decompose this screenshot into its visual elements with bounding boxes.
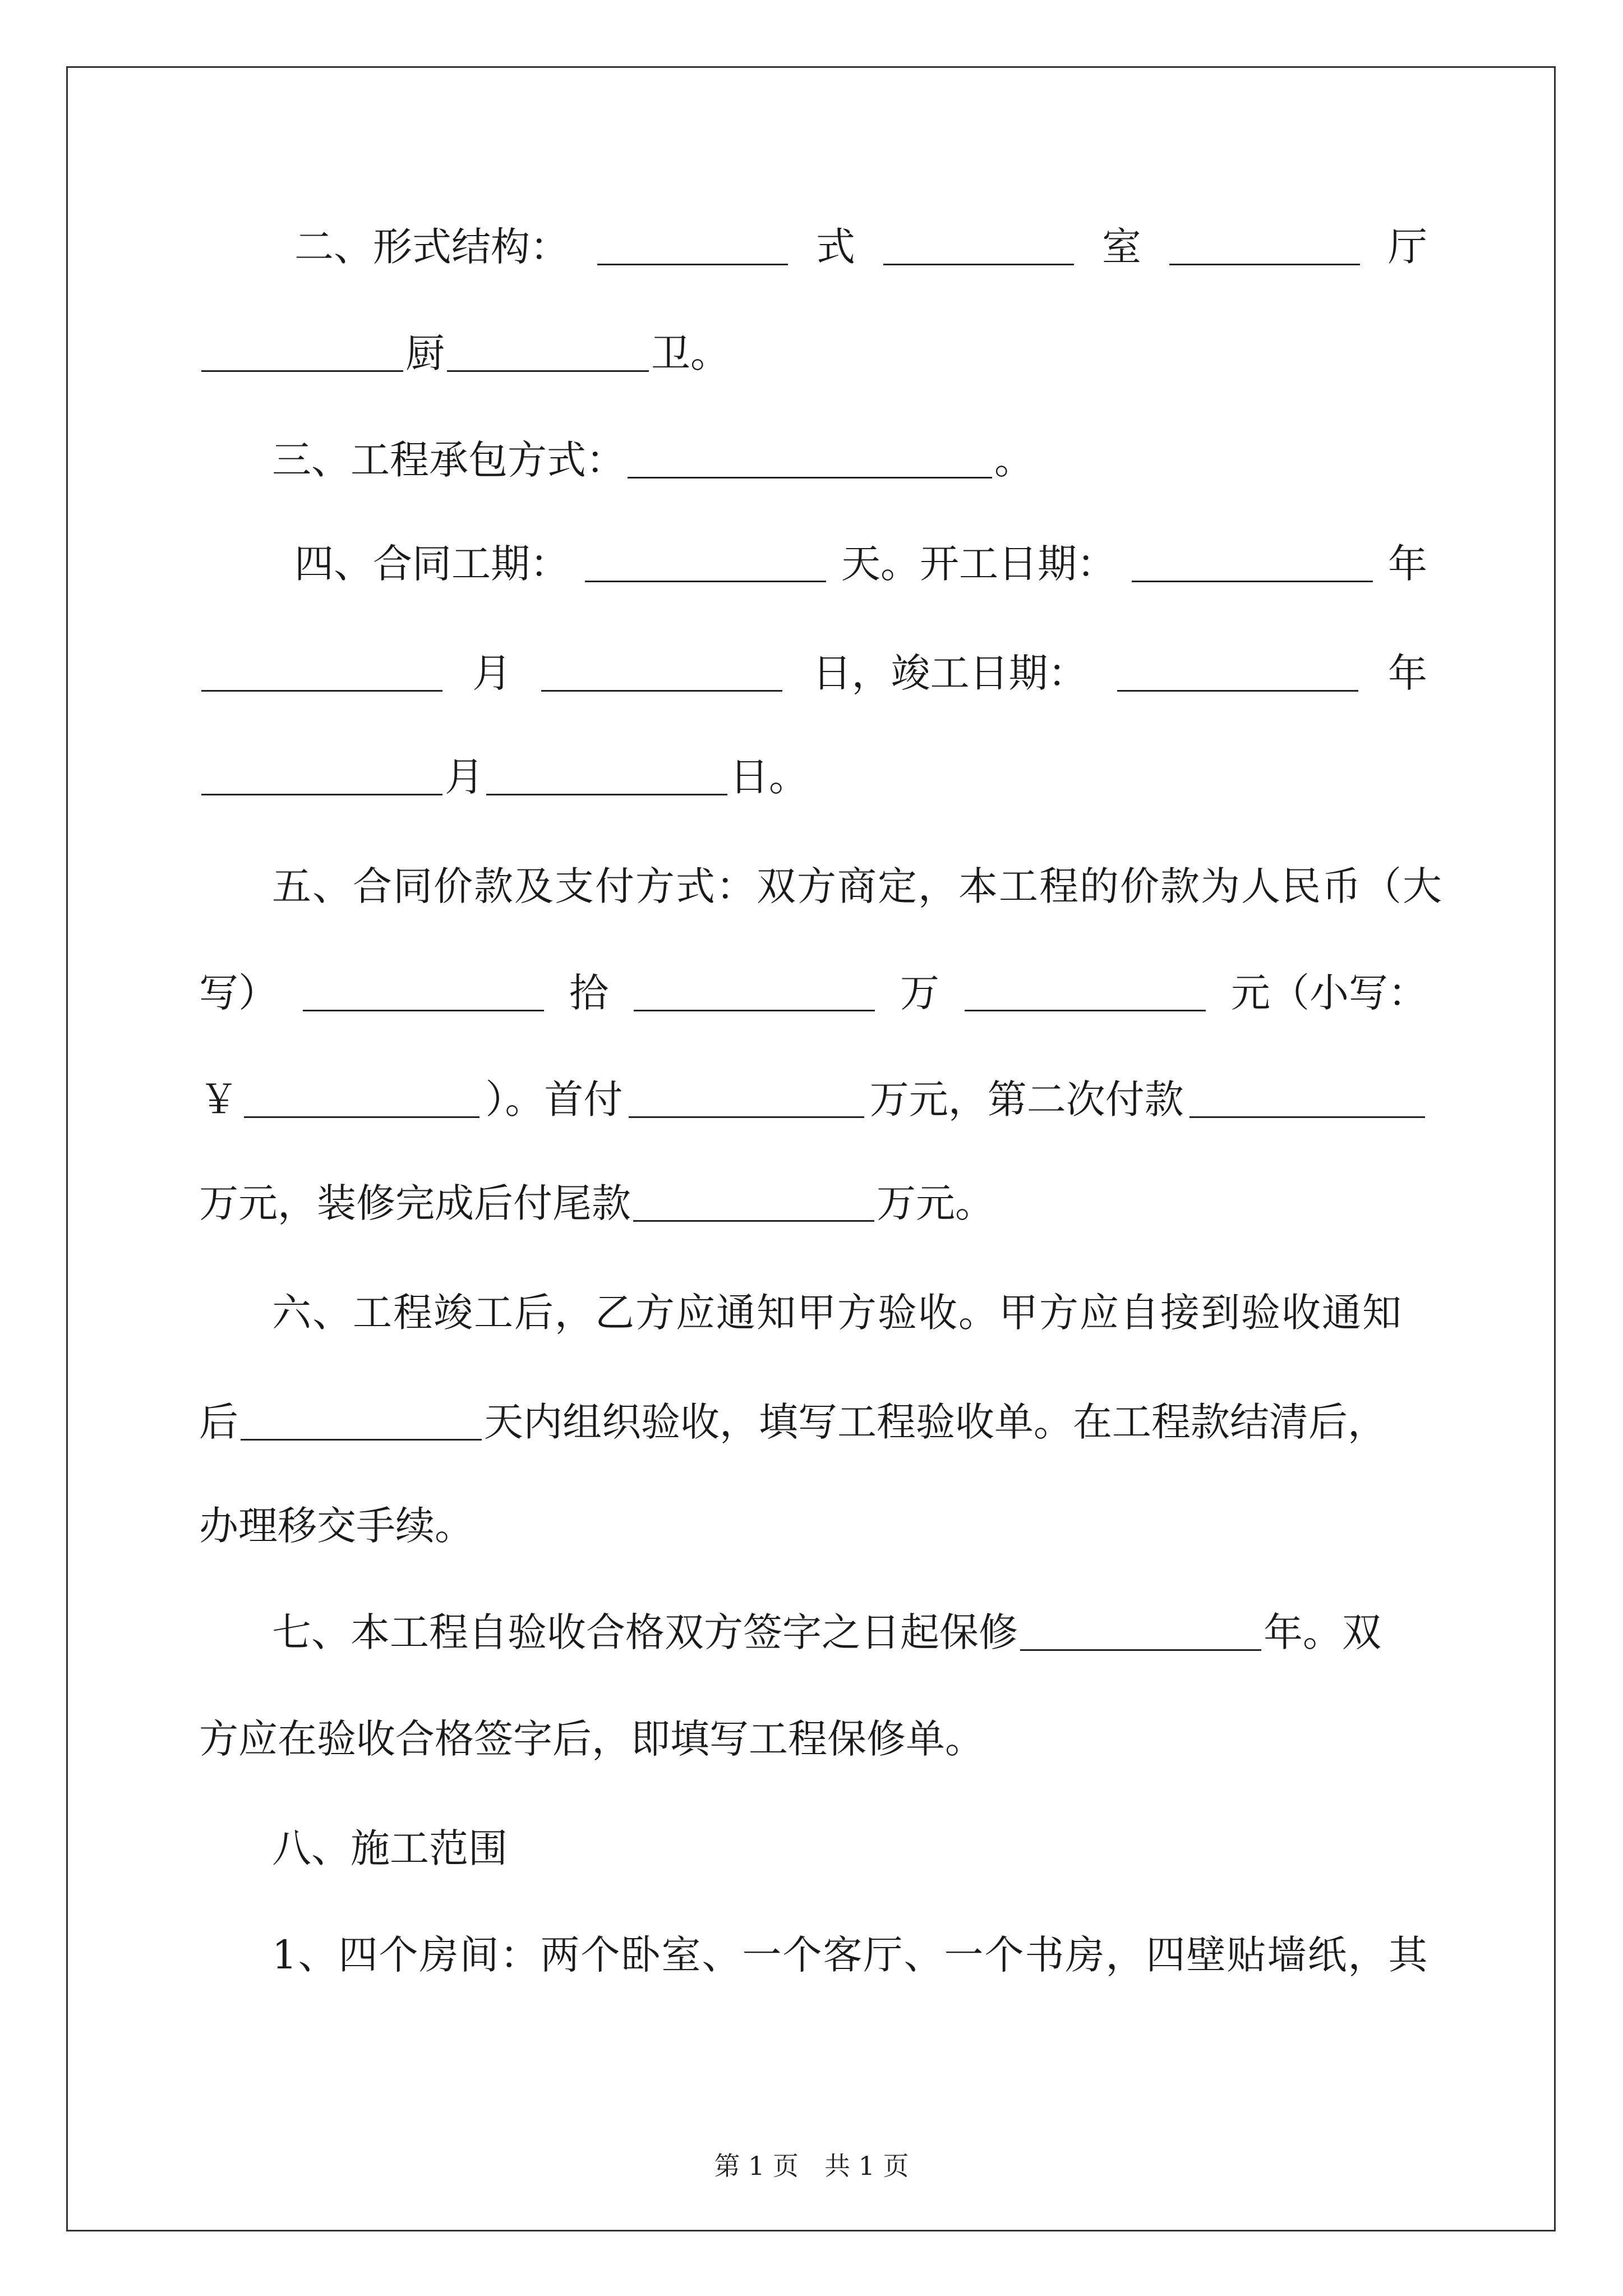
page-border (66, 66, 1556, 2231)
blank-field[interactable] (629, 1082, 864, 1118)
blank-field[interactable] (1169, 229, 1360, 265)
clause-6-continued (199, 1394, 1387, 1450)
clause-5-price (272, 858, 1443, 914)
clause-text: 。 (994, 437, 1034, 483)
clause-7-warranty (272, 1604, 1381, 1660)
clause-3-contract-method (272, 432, 1034, 488)
clause-6-handover (199, 1498, 474, 1554)
clause-text: 五、合同价款及支付方式：双方商定，本工程的价款为人民币（大 (272, 863, 1443, 909)
blank-field[interactable] (965, 975, 1206, 1011)
blank-field[interactable] (1189, 1082, 1425, 1118)
blank-field[interactable] (597, 229, 788, 265)
clause-7-continued (199, 1711, 984, 1767)
clause-text: 年 (1388, 541, 1427, 587)
clause-4-contract-period (294, 536, 1427, 592)
blank-field[interactable] (201, 335, 403, 372)
clause-text: ）。首付 (485, 1076, 623, 1122)
clause-text: 办理移交手续。 (199, 1503, 474, 1549)
clause-text: 八、施工范围 (272, 1825, 508, 1871)
blank-field[interactable] (201, 759, 442, 795)
clause-text: 万元。 (877, 1180, 994, 1226)
clause-5-final-payment (199, 1175, 994, 1231)
clause-text: 万元，装修完成后付尾款 (199, 1180, 631, 1226)
clause-5-amount (199, 965, 1427, 1021)
blank-field[interactable] (486, 759, 727, 795)
blank-field[interactable] (1020, 1614, 1261, 1651)
clause-text: 天内组织验收，填写工程验收单。在工程款结清后， (484, 1399, 1387, 1445)
clause-text: 月 (472, 650, 512, 696)
clause-5-payments (199, 1071, 1427, 1128)
clause-text: 六、工程竣工后，乙方应通知甲方验收。甲方应自接到验收通知 (272, 1290, 1403, 1336)
clause-text: 七、本工程自验收合格双方签字之日起保修 (272, 1609, 1018, 1655)
clause-text: 月 (445, 754, 484, 800)
blank-field[interactable] (633, 1185, 874, 1222)
blank-field[interactable] (883, 229, 1074, 265)
blank-field[interactable] (1132, 546, 1373, 582)
blank-field[interactable] (541, 655, 782, 692)
clause-text: 二、形式结构： (294, 224, 569, 270)
blank-field[interactable] (585, 546, 826, 582)
blank-field[interactable] (1117, 655, 1358, 692)
clause-8-item-1 (272, 1927, 1429, 1983)
clause-text: 四、合同工期： (294, 541, 569, 587)
blank-field[interactable] (201, 655, 442, 692)
clause-4-dates (199, 645, 1427, 701)
clause-text: 元（小写： (1231, 970, 1427, 1016)
clause-text: 天。开工日期： (841, 541, 1116, 587)
clause-text: 式 (816, 224, 855, 270)
blank-field[interactable] (628, 442, 992, 478)
clause-text: 方应在验收合格签字后，即填写工程保修单。 (199, 1716, 984, 1762)
clause-text: 万元，第二次付款 (869, 1076, 1184, 1122)
clause-text: 卫。 (651, 330, 730, 376)
clause-text: 万 (900, 970, 939, 1016)
clause-text: 写） (199, 970, 278, 1016)
clause-text: 室 (1102, 224, 1141, 270)
clause-text: 三、工程承包方式： (272, 437, 625, 483)
clause-2-form-structure (294, 219, 1427, 275)
clause-text: 后 (199, 1399, 238, 1445)
clause-text: 厅 (1388, 224, 1427, 270)
page-number: 第 1 页 共 1 页 (714, 2151, 909, 2181)
clause-text: 日，竣工日期： (812, 650, 1087, 696)
blank-field[interactable] (634, 975, 875, 1011)
clause-text: 年。双 (1264, 1609, 1381, 1655)
clause-text: 拾 (569, 970, 608, 1016)
clause-6-acceptance (272, 1285, 1403, 1341)
clause-text: 厨 (405, 330, 445, 376)
blank-field[interactable] (241, 1404, 482, 1441)
blank-field[interactable] (303, 975, 544, 1011)
clause-text: 日。 (730, 754, 808, 800)
clause-2-continued (199, 325, 730, 381)
clause-text: 年 (1387, 650, 1427, 696)
blank-field[interactable] (244, 1082, 479, 1118)
blank-field[interactable] (447, 335, 649, 372)
clause-text: ￥ (199, 1076, 238, 1122)
clause-text: 1、四个房间：两个卧室、一个客厅、一个书房，四壁贴墙纸，其 (272, 1932, 1429, 1978)
clause-4-dates-end (199, 749, 808, 805)
clause-8-scope-heading (272, 1820, 508, 1876)
